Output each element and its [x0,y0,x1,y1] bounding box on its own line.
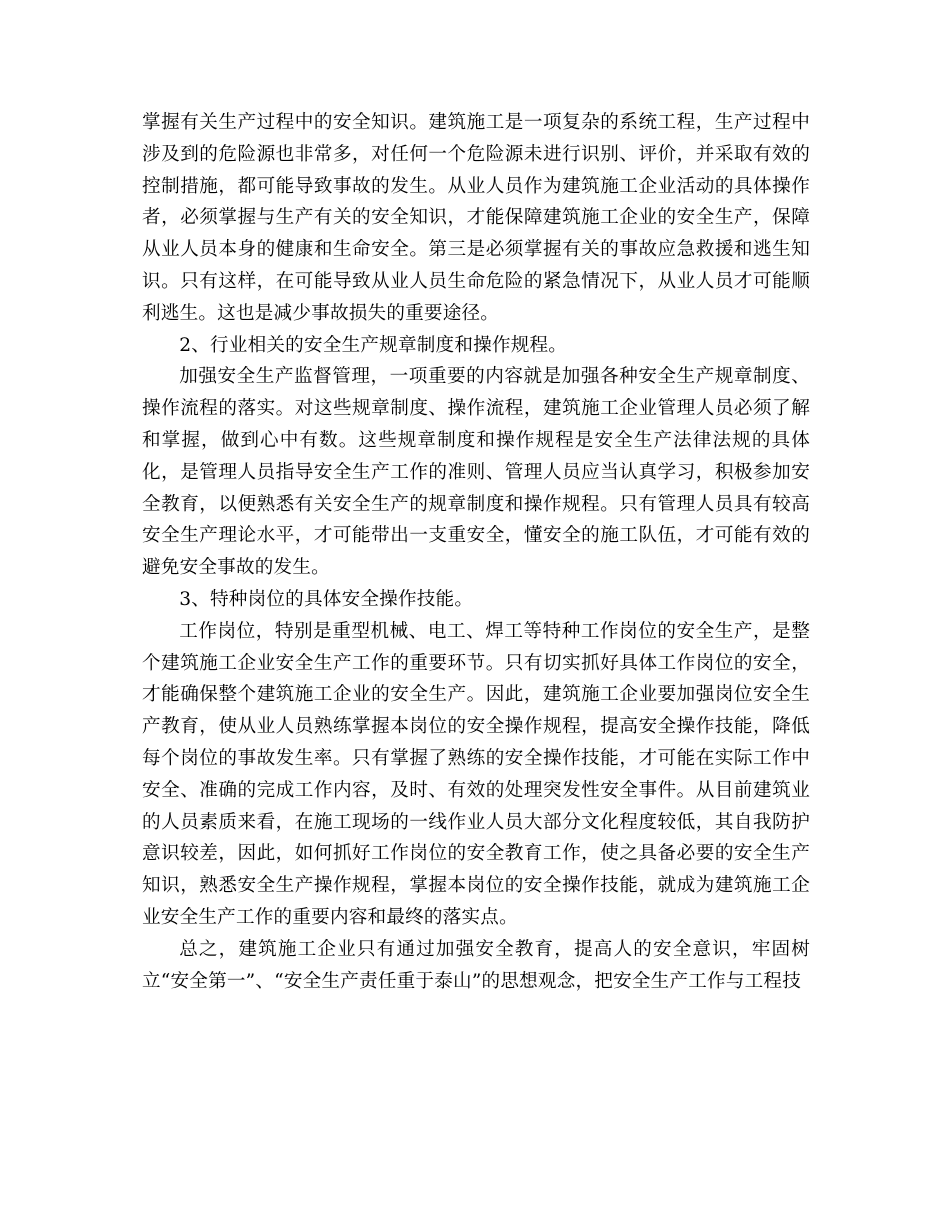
paragraph-special-posts: 工作岗位，特别是重型机械、电工、焊工等特种工作岗位的安全生产，是整个建筑施工企业安全生产工作的重要环节。只有切实抓好具体工作岗位的安全，才能确保整个建筑施工企业的安全生产。因此，建筑施工企业要加强岗位安全生产教育，使从业人员熟练掌握本岗位的安全操作规程，提高安全操作技能，降低每个岗位的事故发生率。只有掌握了熟练的安全操作技能，才可能在实际工作中安全、准确的完成工作内容，及时、有效的处理突发性安全事件。从目前建筑业的人员素质来看，在施工现场的一线作业人员大部分文化程度较低，其自我防护意识较差，因此，如何抓好工作岗位的安全教育工作，使之具备必要的安全生产知识，熟悉安全生产操作规程，掌握本岗位的安全操作技能，就成为建筑施工企业安全生产工作的重要内容和最终的落实点。 [142,620,810,928]
document-page [142,107,810,997]
heading-special-posts: 3、特种岗位的具体安全操作技能。 [179,588,474,610]
heading-regulations: 2、行业相关的安全生产规章制度和操作规程。 [179,334,568,356]
paragraph-safety-knowledge: 掌握有关生产过程中的安全知识。建筑施工是一项复杂的系统工程，生产过程中涉及到的危险源也非常多，对任何一个危险源未进行识别、评价，并采取有效的控制措施，都可能导致事故的发生。从业人员作为建筑施工企业活动的具体操作者，必须掌握与生产有关的安全知识，才能保障建筑施工企业的安全生产，保障从业人员本身的健康和生命安全。第三是必须掌握有关的事故应急救援和逃生知识。只有这样，在可能导致从业人员生命危险的紧急情况下，从业人员才可能顺利逃生。这也是减少事故损失的重要途径。 [142,112,810,324]
paragraph-regulations: 加强安全生产监督管理，一项重要的内容就是加强各种安全生产规章制度、操作流程的落实。对这些规章制度、操作流程，建筑施工企业管理人员必须了解和掌握，做到心中有数。这些规章制度和操作规程是安全生产法律法规的具体化，是管理人员指导安全生产工作的准则、管理人员应当认真学习，积极参加安全教育，以便熟悉有关安全生产的规章制度和操作规程。只有管理人员具有较高安全生产理论水平，才可能带出一支重安全，懂安全的施工队伍，才可能有效的避免安全事故的发生。 [142,366,810,579]
paragraph-conclusion: 总之，建筑施工企业只有通过加强安全教育，提高人的安全意识，牢固树立“安全第一”、“安全生产责任重于泰山”的思想观念，把安全生产工作与工程技 [142,938,810,992]
